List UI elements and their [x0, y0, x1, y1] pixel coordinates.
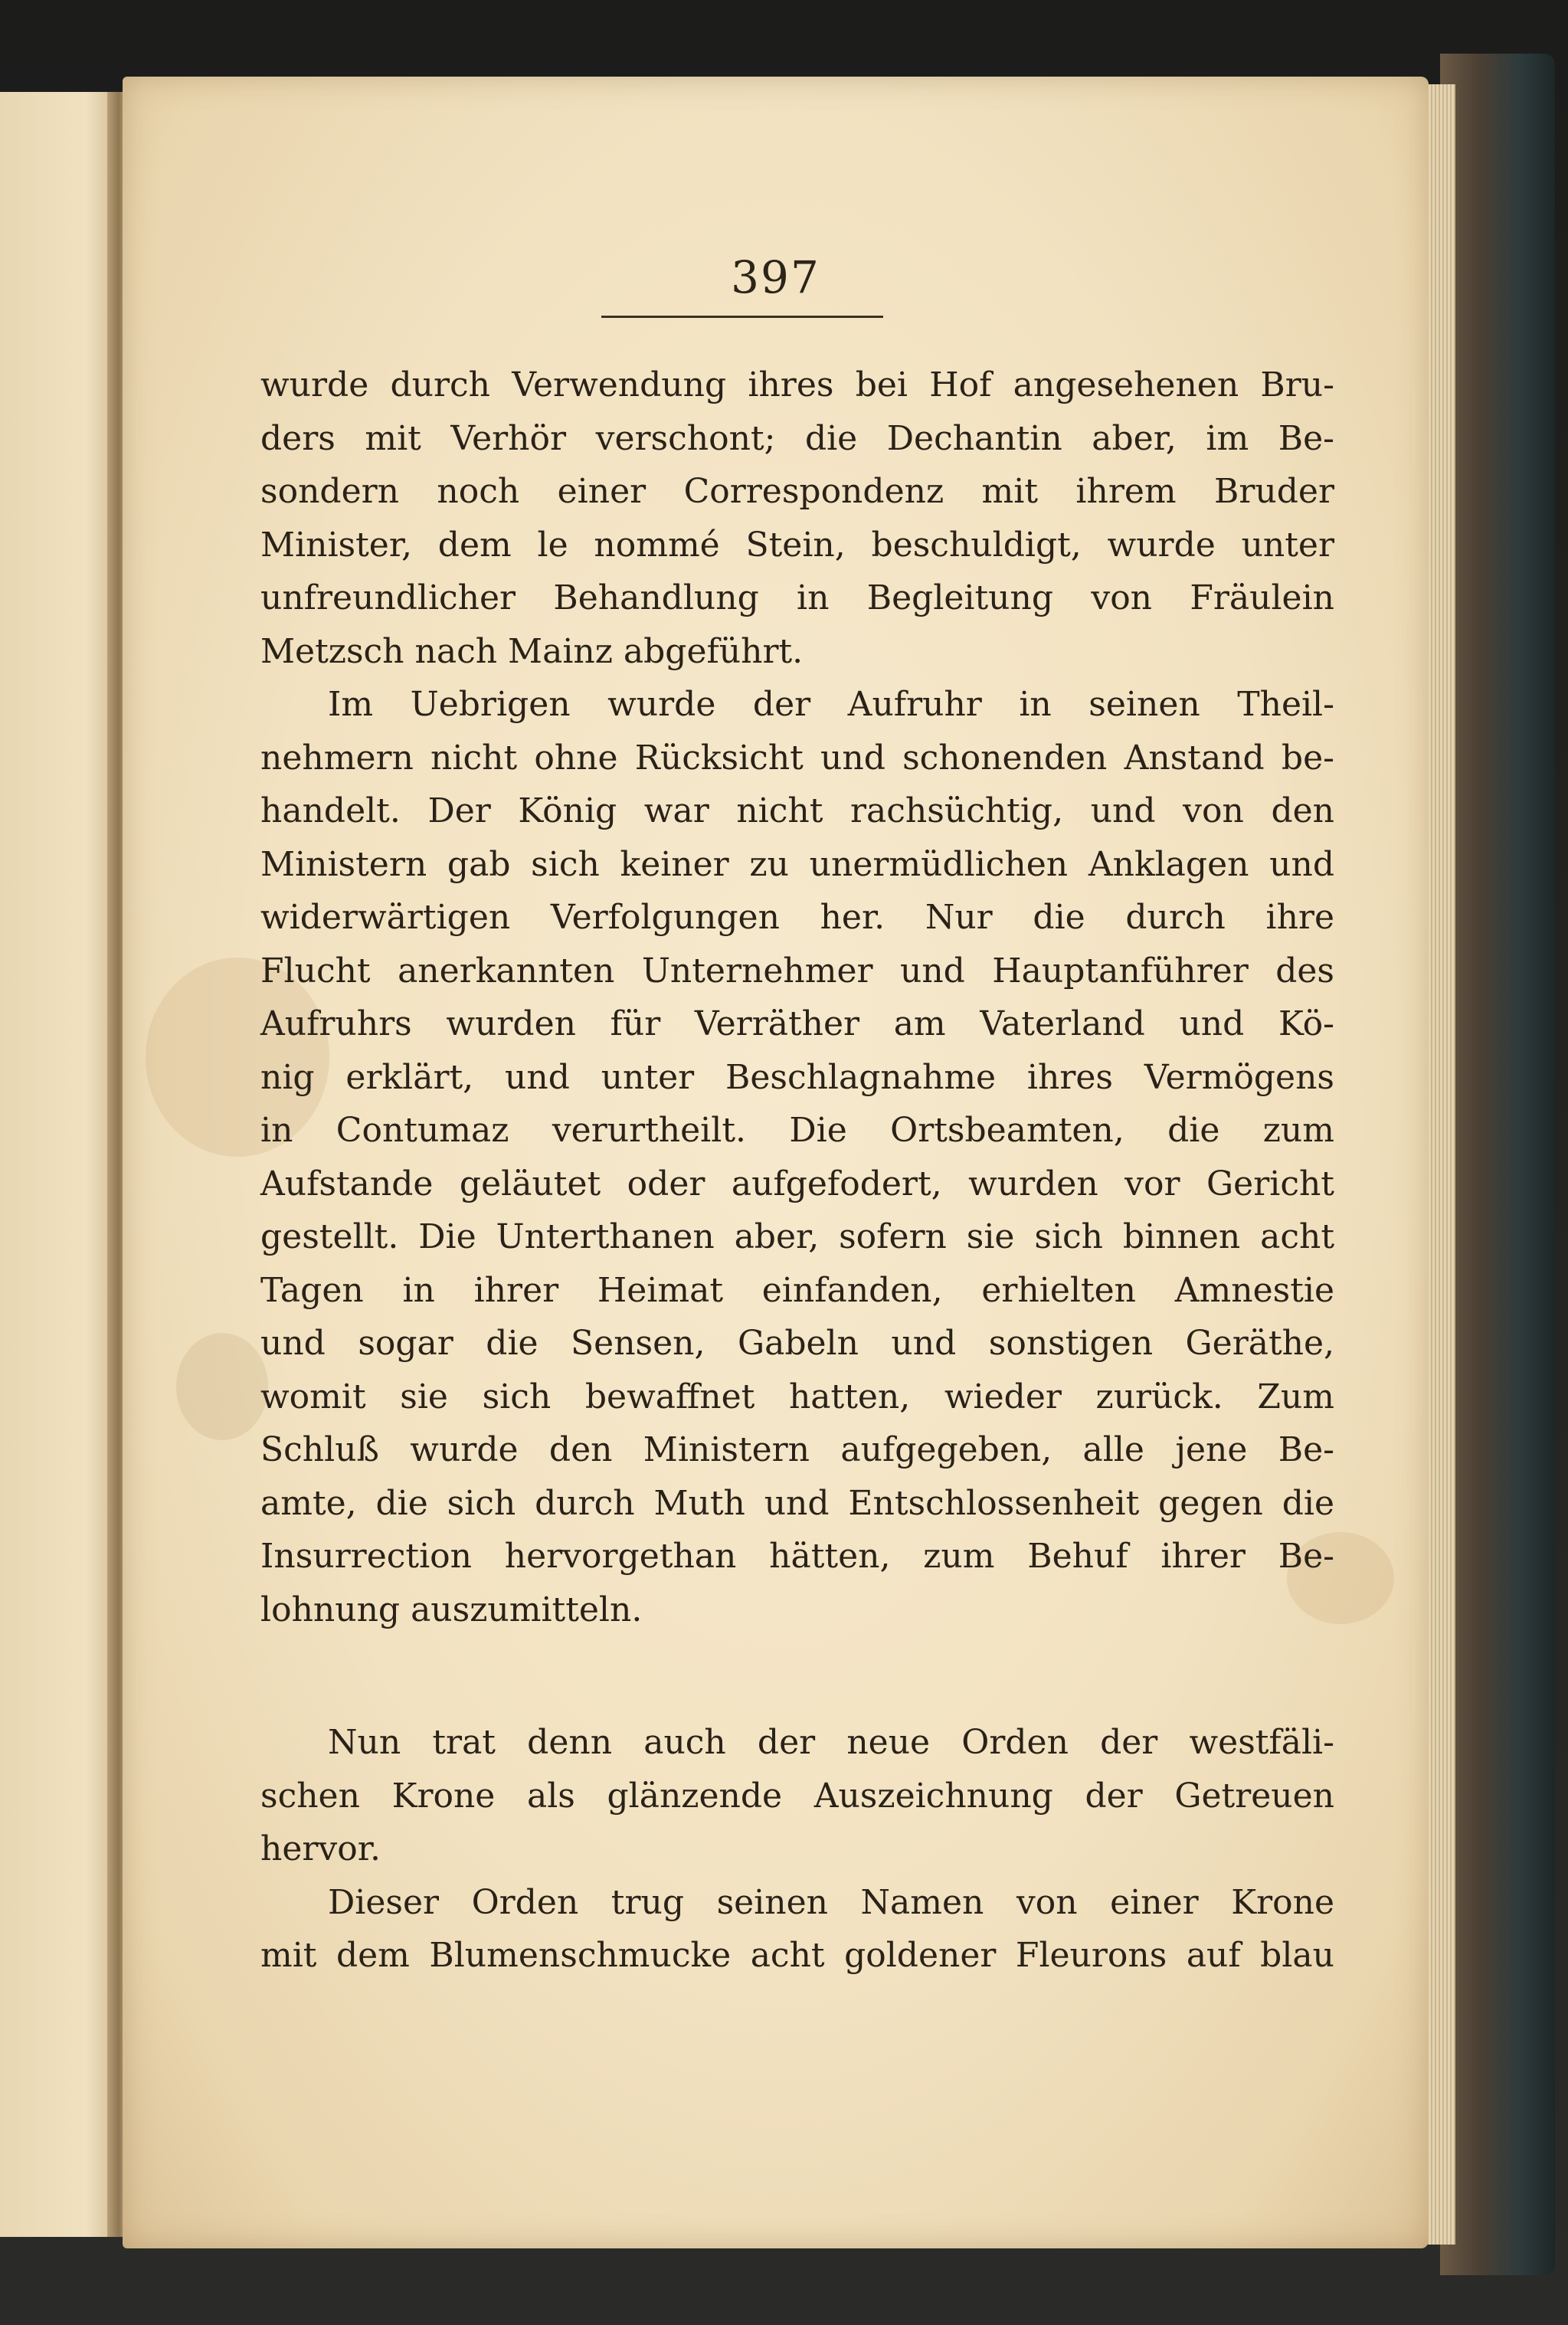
text-line: sondern noch einer Correspondenz mit ihrem Bruder: [260, 472, 1334, 511]
text-line: Aufstande geläutet oder aufgefodert, wurden vor Gericht: [260, 1164, 1334, 1203]
facing-page-edge: [0, 92, 123, 2237]
text-line: Im Uebrigen wurde der Aufruhr in seinen Theil-: [328, 685, 1334, 724]
paragraph: [260, 1716, 1334, 1876]
text-line: Aufruhrs wurden für Verräther am Vaterland und Kö-: [260, 1004, 1334, 1043]
body-text: [260, 359, 1334, 1983]
paragraph: [260, 359, 1334, 678]
page-number: 397: [731, 251, 820, 303]
text-line: unfreundlicher Behandlung in Begleitung von Fräulein: [260, 578, 1334, 617]
text-line: widerwärtigen Verfolgungen her. Nur die durch ihre: [260, 898, 1334, 937]
text-line: Nun trat denn auch der neue Orden der westfäli-: [328, 1723, 1334, 1762]
text-line: wurde durch Verwendung ihres bei Hof angesehenen Bru-: [260, 365, 1334, 404]
text-line: amte, die sich durch Muth und Entschlossenheit gegen die: [260, 1483, 1334, 1523]
text-line: gestellt. Die Unterthanen aber, sofern sie sich binnen acht: [260, 1217, 1334, 1256]
text-line: hervor.: [260, 1829, 381, 1868]
text-line: Metzsch nach Mainz abgeführt.: [260, 631, 804, 671]
header-rule: [601, 316, 883, 318]
text-line: handelt. Der König war nicht rachsüchtig, und von den: [260, 791, 1334, 830]
text-line: Dieser Orden trug seinen Namen von einer Krone: [328, 1882, 1334, 1922]
text-line: Minister, dem le nommé Stein, beschuldigt, wurde unter: [260, 525, 1334, 565]
text-line: mit dem Blumenschmucke acht goldener Fleurons auf blau: [260, 1936, 1334, 1975]
text-line: Insurrection hervorgethan hätten, zum Behuf ihrer Be-: [260, 1537, 1334, 1576]
text-line: Ministern gab sich keiner zu unermüdlichen Anklagen und: [260, 844, 1334, 884]
paper-stain: [176, 1333, 268, 1440]
text-line: schen Krone als glänzende Auszeichnung der Getreuen: [260, 1776, 1334, 1816]
book-cover-edge: [1440, 54, 1555, 2275]
text-line: Schluß wurde den Ministern aufgegeben, alle jene Be-: [260, 1430, 1334, 1469]
paragraph: [260, 1876, 1334, 1983]
text-line: ders mit Verhör verschont; die Dechantin aber, im Be-: [260, 418, 1334, 458]
text-line: lohnung auszumitteln.: [260, 1590, 643, 1629]
text-line: nig erklärt, und unter Beschlagnahme ihres Vermögens: [260, 1057, 1334, 1097]
book-page: [123, 77, 1429, 2248]
text-line: Flucht anerkannten Unternehmer und Hauptanführer des: [260, 951, 1334, 991]
text-line: Tagen in ihrer Heimat einfanden, erhielten Amnestie: [260, 1270, 1334, 1310]
paragraph: [260, 678, 1334, 1636]
text-line: und sogar die Sensen, Gabeln und sonstigen Geräthe,: [260, 1324, 1334, 1363]
text-line: nehmern nicht ohne Rücksicht und schonenden Anstand be-: [260, 738, 1334, 778]
text-line: in Contumaz verurtheilt. Die Ortsbeamten, die zum: [260, 1111, 1334, 1150]
section-gap: [260, 1636, 1334, 1716]
text-line: womit sie sich bewaffnet hatten, wieder zurück. Zum: [260, 1377, 1334, 1416]
